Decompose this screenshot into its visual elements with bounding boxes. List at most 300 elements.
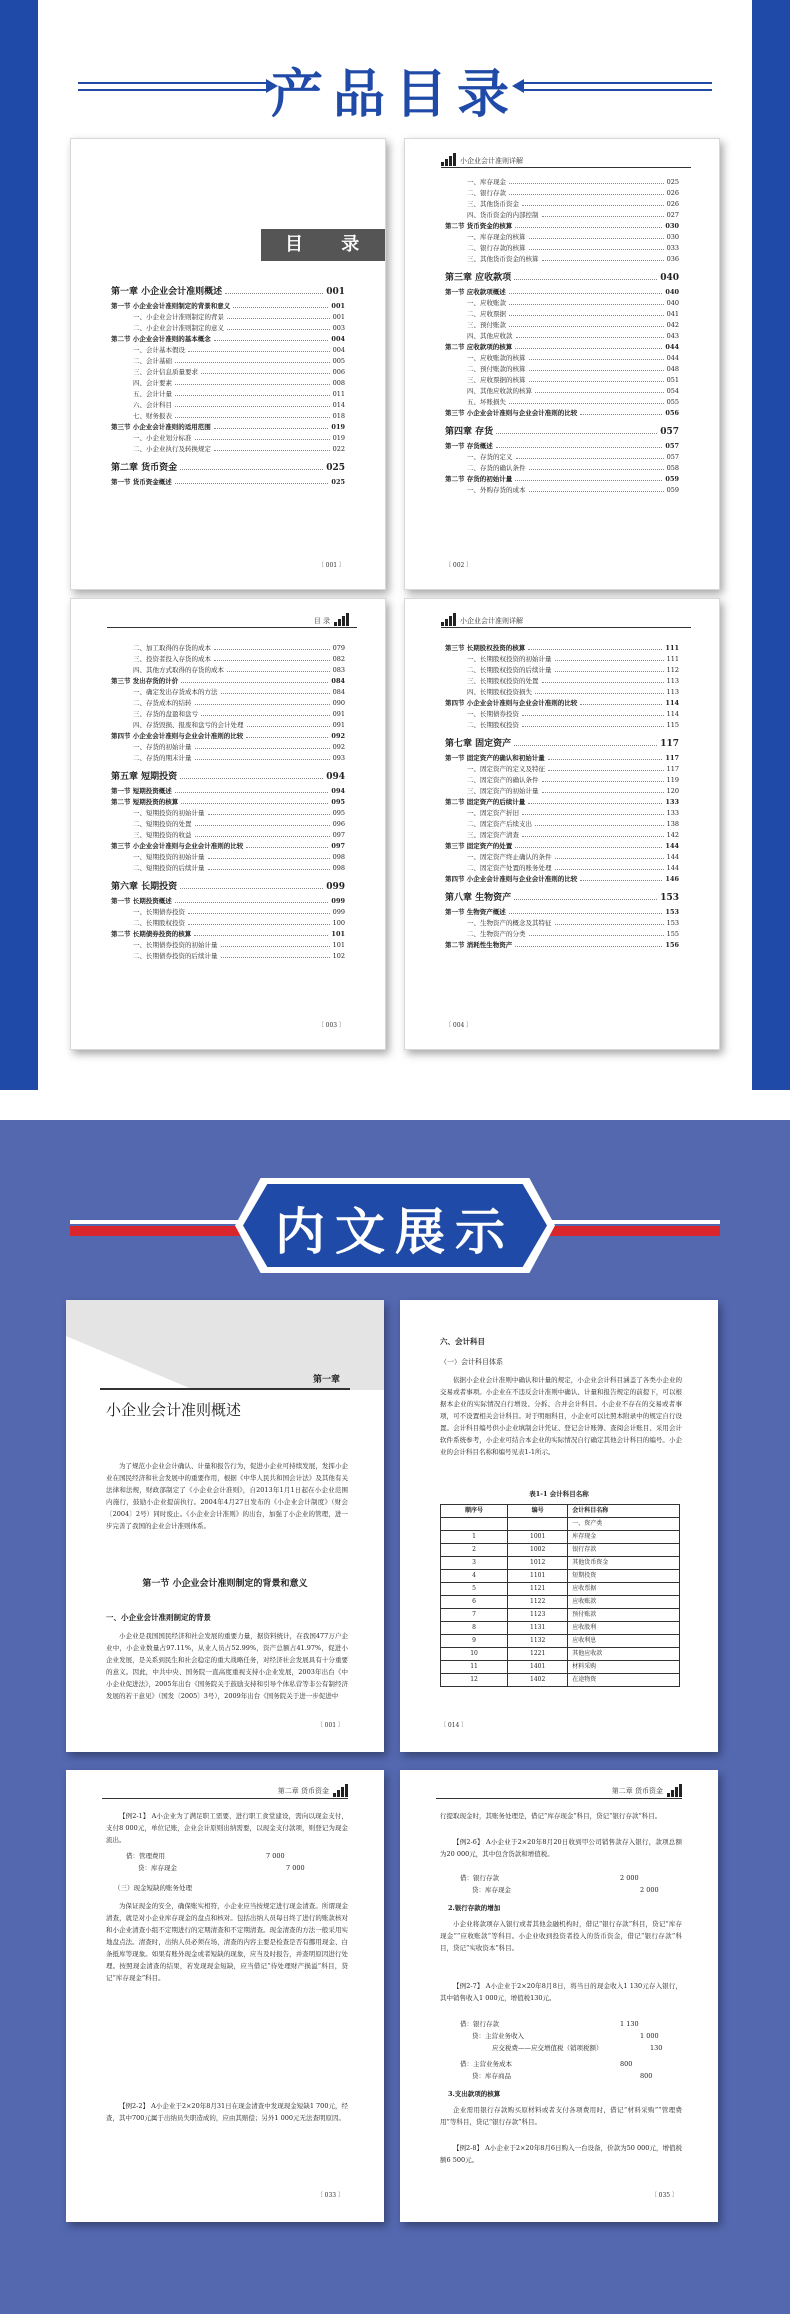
- table-cell: 1121: [508, 1583, 568, 1596]
- running-head-text: 小企业会计准则详解: [460, 157, 523, 165]
- toc-entry-label: 第四节 小企业会计准则与企业会计准则的比较: [445, 875, 578, 883]
- running-head-text: 目 录: [313, 617, 330, 625]
- toc-subsection-row: [445, 386, 679, 397]
- toc-entry-label: 第二节 短期投资的核算: [111, 798, 179, 806]
- toc-entry-label: 第三节 小企业会计准则与企业会计准则的比较: [445, 409, 578, 417]
- toc-entry-label: 四、会计要素: [133, 379, 172, 387]
- toc-subsection-row: [111, 444, 345, 455]
- toc-subsection-row: [445, 929, 679, 940]
- toc-page-number: 092: [332, 743, 345, 751]
- toc-entry-label: 第四节 小企业会计准则与企业会计准则的比较: [111, 732, 244, 740]
- toc-entry-label: 第四节 小企业会计准则与企业会计准则的比较: [445, 699, 578, 707]
- toc-page-number: 098: [332, 853, 345, 861]
- toc-page-number: 001: [326, 287, 345, 297]
- toc-subsection-row: [445, 309, 679, 320]
- toc-subsection-row: [445, 353, 679, 364]
- table-cell: 短期投资: [568, 1570, 680, 1583]
- journal-entry-credit-amount: 800: [640, 2072, 653, 2080]
- toc-entry-label: 二、小企业执行及转换规定: [133, 445, 211, 453]
- page-number: 〔 033 〕: [316, 2192, 344, 2199]
- toc-page-number: 097: [332, 831, 345, 839]
- table-header-cell: 编号: [508, 1505, 568, 1518]
- toc-page-number: 111: [665, 644, 679, 652]
- toc-dot-leader: [529, 233, 664, 239]
- toc-subsection-row: [445, 463, 679, 474]
- toc-page-number: 092: [331, 732, 345, 740]
- running-head-rule: [107, 627, 357, 628]
- toc-dot-leader: [509, 189, 664, 195]
- toc-entry-label: 三、固定资产清查: [467, 831, 519, 839]
- toc-entry-label: 一、会计基本假设: [133, 346, 185, 354]
- example-paragraph: 【例2-1】 A小企业为了满足职工需要，进行职工食堂建设，需向以现金支付，支付8 000元，单位记账，企业会计原则出纳需要，以现金支付款项，则登记为现金流出。: [106, 1812, 348, 1844]
- toc-page-number: 084: [331, 677, 345, 685]
- toc-entry-label: 第一节 小企业会计准则制定的背景和意义: [111, 302, 231, 310]
- toc-page-number: 008: [332, 379, 345, 387]
- toc-page-number: 138: [666, 820, 679, 828]
- catalog-inner: [38, 0, 752, 1090]
- toc-page-number: 117: [666, 765, 679, 773]
- table-cell: 库存现金: [568, 1531, 680, 1544]
- running-head-text: 第二章 货币资金: [277, 1787, 329, 1795]
- toc-entry-label: 第二章 货币资金: [111, 463, 178, 473]
- toc-entry-label: 第三节 小企业会计准则的适用范围: [111, 423, 211, 431]
- toc-dot-leader: [580, 699, 662, 705]
- toc-entry-label: 三、应收票据的核算: [467, 376, 526, 384]
- toc-dot-leader: [515, 842, 662, 848]
- toc-subsection-row: [111, 819, 345, 830]
- toc-entry-label: 二、长期股权投资: [133, 919, 185, 927]
- journal-entry-credit-amount: 130: [650, 2044, 663, 2052]
- toc-dot-leader: [542, 255, 664, 261]
- toc-dot-leader: [225, 288, 323, 294]
- toc-dot-leader: [529, 244, 664, 250]
- toc-dot-leader: [509, 321, 664, 327]
- toc-page-number: 043: [666, 332, 679, 340]
- toc-dot-leader: [246, 842, 328, 848]
- toc-page-number: 133: [666, 809, 679, 817]
- toc-dot-leader: [221, 941, 330, 947]
- toc-subsection-row: [445, 210, 679, 221]
- toc-chapter-row: [111, 874, 345, 896]
- toc-entry-label: 二、长期股权投资的后续计量: [467, 666, 552, 674]
- preview-page-bank: [400, 1770, 718, 2222]
- toc-subsection-row: [445, 232, 679, 243]
- toc-page-number: 144: [666, 853, 679, 861]
- toc-entry-label: 一、应收账款的核算: [467, 354, 526, 362]
- toc-dot-leader: [188, 346, 330, 352]
- journal-entry-debit: 借：银行存款: [460, 1874, 499, 1882]
- toc-dot-leader: [514, 274, 657, 280]
- running-head: [314, 613, 349, 626]
- toc-entry-label: 二、存货成本的结转: [133, 699, 192, 707]
- toc-entry-label: 二、长期股权投资: [467, 721, 519, 729]
- toc-dot-leader: [555, 864, 664, 870]
- toc-page-number: 048: [666, 365, 679, 373]
- toc-page-number: 057: [660, 427, 679, 437]
- preview-page-chapter1: [66, 1300, 384, 1752]
- toc-page-number: 095: [331, 798, 345, 806]
- toc-section-row: [445, 907, 679, 918]
- journal-entry-credit-amount: 1 000: [640, 2032, 659, 2040]
- toc-page-number: 083: [332, 666, 345, 674]
- toc-entry-label: 第二节 消耗性生物资产: [445, 941, 513, 949]
- toc-entry-label: 一、长期债券投资: [467, 710, 519, 718]
- toc-dot-leader: [528, 798, 662, 804]
- toc-subsection-row: [111, 312, 345, 323]
- toc-section-row: [111, 786, 345, 797]
- toc-subsection-row: [445, 188, 679, 199]
- toc-subsection-row: [445, 452, 679, 463]
- table-cell: 其他应收款: [568, 1648, 680, 1661]
- toc-entry-label: 二、银行存款的核算: [467, 244, 526, 252]
- toc-entry-label: 二、生物资产的分类: [467, 930, 526, 938]
- toc-entry-label: 二、存货的期末计量: [133, 754, 192, 762]
- toc-page-number: 079: [332, 644, 345, 652]
- toc-dot-leader: [195, 434, 330, 440]
- toc-subsection-row: [445, 199, 679, 210]
- toc-entry-label: 二、短期投资的后续计量: [133, 864, 205, 872]
- toc-subsection-row: [445, 720, 679, 731]
- toc-subsection-row: [445, 654, 679, 665]
- toc-subsection-row: [111, 742, 345, 753]
- toc-entry-label: 第一节 固定资产的确认和初始计量: [445, 754, 545, 762]
- toc-chapter-row: [111, 455, 345, 477]
- table-cell: 1012: [508, 1557, 568, 1570]
- toc-page-number: 027: [666, 211, 679, 219]
- toc-page-number: 022: [332, 445, 345, 453]
- toc-subsection-row: [445, 397, 679, 408]
- toc-dot-leader: [201, 710, 330, 716]
- body-paragraph: 小企业将款项存入银行或者其他金融机构时，借记“银行存款”科目，贷记“库存现金”“应收账款”等科目。小企业收到投资者投入的货币资金，借记“银行存款”科目，贷记“实收资本”科目。: [440, 1920, 682, 1952]
- catalog-title: 产品目录: [270, 65, 519, 125]
- table-header-cell: 会计科目名称: [568, 1505, 680, 1518]
- running-head: [441, 613, 523, 626]
- toc-entry-label: 三、短期投资的收益: [133, 831, 192, 839]
- bars-logo-icon: [334, 613, 349, 626]
- toc-dot-leader: [535, 820, 664, 826]
- table-cell: 应收利息: [568, 1635, 680, 1648]
- toc-dot-leader: [535, 387, 664, 393]
- toc-dot-leader: [514, 894, 657, 900]
- toc-page-number: 153: [665, 908, 679, 916]
- toc-page-number: 094: [331, 787, 345, 795]
- toc-section-row: [111, 477, 345, 488]
- toc-dot-leader: [535, 688, 664, 694]
- toc-page-number: 004: [332, 346, 345, 354]
- chapter-rule: [100, 1388, 350, 1390]
- toc-dot-leader: [555, 853, 664, 859]
- toc-dot-leader: [580, 409, 662, 415]
- toc-page-number: 111: [666, 655, 679, 663]
- toc-page-number: 097: [331, 842, 345, 850]
- toc-subsection-row: [111, 356, 345, 367]
- toc-section-row: [445, 287, 679, 298]
- toc-page-number: 019: [331, 423, 345, 431]
- toc-entry-label: 一、存货的初始计量: [133, 743, 192, 751]
- table-cell: 2: [441, 1544, 508, 1557]
- toc-page-number: 057: [665, 442, 679, 450]
- toc-dot-leader: [208, 809, 330, 815]
- table-cell: 9: [441, 1635, 508, 1648]
- toc-entry-label: 第一节 应收款项概述: [445, 288, 506, 296]
- table-cell: 其他货币资金: [568, 1557, 680, 1570]
- toc-section-row: [111, 301, 345, 312]
- toc-entry-label: 二、加工取得的存货的成本: [133, 644, 211, 652]
- toc-page-number: 011: [332, 390, 345, 398]
- toc-entry-label: 一、固定资产终止确认的条件: [467, 853, 552, 861]
- toc-entry-label: 七、财务报表: [133, 412, 172, 420]
- toc-page-number: 099: [332, 908, 345, 916]
- journal-entry-debit-amount: 1 130: [620, 2020, 639, 2028]
- toc-page-number: 030: [666, 233, 679, 241]
- content-preview-section: [0, 1120, 790, 2314]
- toc-dot-leader: [509, 908, 663, 914]
- toc-dot-leader: [509, 288, 663, 294]
- table-cell: 银行存款: [568, 1544, 680, 1557]
- toc-entry-label: 三、投资者投入存货的成本: [133, 655, 211, 663]
- running-head: [278, 1784, 348, 1797]
- table-cell: 应收票据: [568, 1583, 680, 1596]
- toc-dot-leader: [247, 721, 330, 727]
- toc-entry-label: 一、短期投资的初始计量: [133, 853, 205, 861]
- toc-page-number: 142: [666, 831, 679, 839]
- toc-dot-leader: [246, 732, 328, 738]
- table-cell: 1122: [508, 1596, 568, 1609]
- toc-section-row: [445, 841, 679, 852]
- toc-dot-leader: [188, 908, 330, 914]
- page-number: 〔 004 〕: [445, 1022, 473, 1029]
- toc-dot-leader: [214, 423, 329, 429]
- journal-entry-credit-amount: 2 000: [640, 1886, 659, 1894]
- toc-entry-label: 二、存货的确认条件: [467, 464, 526, 472]
- toc-entry-label: 第二节 存货的初始计量: [445, 475, 513, 483]
- toc-page-number: 115: [666, 721, 679, 729]
- toc-page-number: 144: [666, 864, 679, 872]
- intro-paragraph: 为了规范小企业会计确认、计量和报告行为，促进小企业可持续发展，发挥小企业在国民经济和社会发展中的重要作用，根据《中华人民共和国会计法》及其他有关法律和法规，财政部制定了《小企业会计准则》，自2013年1月1日起在小企业范围内施行，鼓励小企业提前执行。2004年4月27日发布的《小企业会计制度》（财会〔2004〕2号）同时废止。《小企业会计准则》的出台，加强了小企业的管理，进一步完善了我国的企业会计准则体系。: [106, 1462, 348, 1530]
- toc-entry-label: 一、小企业划分标准: [133, 434, 192, 442]
- toc-page-number: 102: [332, 952, 345, 960]
- toc-dot-leader: [181, 798, 328, 804]
- toc-subsection-row: [445, 764, 679, 775]
- preview-title: 内文展示: [275, 1203, 515, 1261]
- toc-page-number: 042: [666, 321, 679, 329]
- journal-entry-debit: 借：主营业务成本: [460, 2060, 512, 2068]
- toc-entry-label: 二、小企业会计准则制定的意义: [133, 324, 224, 332]
- toc-page-number: 117: [660, 739, 679, 749]
- section-heading: 第一节 小企业会计准则制定的背景和意义: [142, 1579, 308, 1589]
- toc-entry-label: 第一章 小企业会计准则概述: [111, 287, 223, 297]
- toc-dot-leader: [529, 376, 664, 382]
- toc-page-number: 112: [666, 666, 679, 674]
- table-cell: 8: [441, 1622, 508, 1635]
- toc-entry-label: 二、固定资产后续支出: [467, 820, 532, 828]
- toc-dot-leader: [515, 941, 662, 947]
- journal-entry-debit: 借：管理费用: [126, 1852, 165, 1860]
- toc-chapter-row: [111, 279, 345, 301]
- table-cell: 3: [441, 1557, 508, 1570]
- toc-entry-label: 四、其他应收款的核算: [467, 387, 532, 395]
- example-paragraph: 【例2-2】 A小企业于2×20年8月31日在现金清查中发现现金短缺1 700元，经查，其中700元属于出纳员失职造成的，应由其赔偿；另外1 000元无法查明原因。: [106, 2102, 348, 2122]
- table-cell: 5: [441, 1583, 508, 1596]
- toc-dot-leader: [221, 952, 330, 958]
- toc-dot-leader: [514, 740, 657, 746]
- toc-subsection-row: [445, 665, 679, 676]
- table-cell: 1002: [508, 1544, 568, 1557]
- toc-page-number: 054: [666, 387, 679, 395]
- toc-page-number: 026: [666, 200, 679, 208]
- example-paragraph: 【例2-7】 A小企业于2×20年8月8日，将当日的现金收入1 130元存入银行，其中销售收入1 000元，增值税130元。: [440, 1982, 682, 2002]
- toc-entry-label: 第三节 发出存货的计价: [111, 677, 179, 685]
- toc-dot-leader: [188, 919, 330, 925]
- toc-subsection-row: [111, 951, 345, 962]
- toc-dot-leader: [195, 820, 330, 826]
- toc-page-number: 144: [665, 842, 679, 850]
- journal-entry-debit: 借：银行存款: [460, 2020, 499, 2028]
- table-cell: 7: [441, 1609, 508, 1622]
- catalog-section: [0, 0, 790, 1090]
- toc-entry-label: 一、长期债券投资的初始计量: [133, 941, 218, 949]
- toc-page-number: 018: [332, 412, 345, 420]
- toc-subsection-row: [445, 775, 679, 786]
- toc-page-number: 055: [666, 398, 679, 406]
- toc-dot-leader: [175, 357, 330, 363]
- sub-heading: （一）会计科目体系: [440, 1358, 503, 1366]
- toc-entry-label: 二、预付账款的核算: [467, 365, 526, 373]
- toc-subsection-row: [111, 665, 345, 676]
- toc-dot-leader: [227, 313, 330, 319]
- toc-entry-label: 第二节 应收款项的核算: [445, 343, 513, 351]
- toc-page-number: 093: [332, 754, 345, 762]
- toc-subsection-row: [445, 819, 679, 830]
- toc-subsection-row: [111, 323, 345, 334]
- toc-entry-label: 第七章 固定资产: [445, 739, 512, 749]
- table-cell: 10: [441, 1648, 508, 1661]
- toc-dot-leader: [175, 390, 330, 396]
- toc-page-number: 058: [666, 464, 679, 472]
- table-cell: 1131: [508, 1622, 568, 1635]
- running-head-rule: [441, 627, 691, 628]
- toc-entry-label: 第二节 长期债券投资的核算: [111, 930, 192, 938]
- toc-subsection-row: [111, 367, 345, 378]
- toc-page-number: 153: [666, 919, 679, 927]
- toc-subsection-row: [111, 720, 345, 731]
- table-cell: 1132: [508, 1635, 568, 1648]
- toc-dot-leader: [175, 401, 330, 407]
- toc-dot-leader: [195, 699, 330, 705]
- toc-subsection-row: [445, 687, 679, 698]
- table-cell: [508, 1518, 568, 1531]
- toc-dot-leader: [175, 412, 330, 418]
- toc-dot-leader: [208, 864, 330, 870]
- toc-subsection-row: [111, 411, 345, 422]
- toc-subsection-row: [111, 940, 345, 951]
- body-paragraph: 依据小企业会计准则中确认和计量的规定，小企业会计科目涵盖了各类小企业的交易或者事项。小企业在不违反会计准则中确认、计量和报告规定的前提下，可以根据本企业的实际情况自行增设、分拆、合并会计科目。小企业不存在的交易或者事项，可不设置相关会计科目。对于明细科目，小企业可以比照本附录中的规定自行设置。会计科目编号供小企业填制会计凭证、登记会计账簿、查阅会计账目、采用会计软件系统参考，小企业可结合本企业的实际情况自行确定其他会计科目的编号。小企业的会计科目名称和编号见表1-1所示。: [440, 1376, 682, 1456]
- left-blue-border: [0, 0, 38, 1090]
- toc-dot-leader: [522, 809, 664, 815]
- toc-entry-label: 第三节 小企业会计准则与企业会计准则的比较: [111, 842, 244, 850]
- toc-dot-leader: [496, 428, 657, 434]
- toc-dot-leader: [555, 919, 664, 925]
- toc-dot-leader: [227, 324, 330, 330]
- toc-entry-label: 三、预付账款: [467, 321, 506, 329]
- table-cell: 应收账款: [568, 1596, 680, 1609]
- toc-subsection-row: [445, 485, 679, 496]
- toc-section-row: [111, 676, 345, 687]
- table-cell: 应收股利: [568, 1622, 680, 1635]
- toc-section-row: [111, 334, 345, 345]
- toc-page-number: 113: [666, 677, 679, 685]
- toc-entry-label: 第二节 货币资金的核算: [445, 222, 513, 230]
- table-cell: 材料采购: [568, 1661, 680, 1674]
- toc-header: 目 录: [261, 229, 386, 261]
- toc-page-number: 090: [332, 699, 345, 707]
- toc-entry-label: 第四章 存货: [445, 427, 494, 437]
- table-row: [441, 1570, 680, 1583]
- toc-page-number: 006: [332, 368, 345, 376]
- toc-dot-leader: [195, 754, 330, 760]
- accounts-table: [440, 1504, 680, 1687]
- toc-section-row: [445, 753, 679, 764]
- toc-subsection-row: [111, 654, 345, 665]
- toc-page-number: 025: [331, 478, 345, 486]
- toc-dot-leader: [201, 368, 330, 374]
- sub-heading: 2.银行存款的增加: [448, 1904, 501, 1912]
- toc-section-row: [111, 422, 345, 433]
- toc-section-row: [445, 874, 679, 885]
- toc-page-number: 004: [331, 335, 345, 343]
- table-row: [441, 1583, 680, 1596]
- toc-subsection-row: [445, 254, 679, 265]
- toc-dot-leader: [548, 765, 664, 771]
- toc-page-number: 095: [332, 809, 345, 817]
- toc-dot-leader: [195, 831, 330, 837]
- table-group-row: [441, 1518, 680, 1531]
- table-row: [441, 1648, 680, 1661]
- toc-entry-label: 一、小企业会计准则制定的背景: [133, 313, 224, 321]
- toc-entry-label: 一、存货的定义: [467, 453, 513, 461]
- toc-entry-label: 四、其他应收款: [467, 332, 513, 340]
- toc-section-row: [445, 441, 679, 452]
- toc-section-row: [445, 698, 679, 709]
- toc-entry-label: 一、短期投资的初始计量: [133, 809, 205, 817]
- table-group-label: 一、资产类: [568, 1518, 680, 1531]
- toc-page-number: 117: [665, 754, 679, 762]
- toc-section-row: [445, 797, 679, 808]
- toc-subsection-row: [111, 687, 345, 698]
- toc-dot-leader: [195, 743, 330, 749]
- toc-page-number: 114: [666, 710, 679, 718]
- toc-entry-label: 第三章 应收款项: [445, 273, 512, 283]
- toc-page-number: 014: [332, 401, 345, 409]
- page-number: 〔 001 〕: [316, 1722, 344, 1729]
- toc-subsection-row: [111, 830, 345, 841]
- bars-logo-icon: [333, 1784, 348, 1797]
- sub-heading: （三）现金短缺的账务处理: [114, 1884, 192, 1892]
- example-paragraph: 【例2-6】 A小企业于2×20年8月20日收到甲公司销售款存入银行，款项总额为20 000元，其中包含货款和增值税。: [440, 1838, 682, 1858]
- running-head: [441, 153, 523, 166]
- toc-entry-label: 四、其他方式取得的存货的成本: [133, 666, 224, 674]
- toc-subsection-row: [445, 298, 679, 309]
- toc-entry-label: 二、会计基础: [133, 357, 172, 365]
- toc-subsection-row: [111, 433, 345, 444]
- toc-page-number: 040: [666, 299, 679, 307]
- toc-subsection-row: [445, 918, 679, 929]
- page-number: 〔 035 〕: [650, 2192, 678, 2199]
- toc-section-row: [111, 929, 345, 940]
- toc-dot-leader: [529, 930, 664, 936]
- toc-dot-leader: [180, 464, 323, 470]
- toc-entry-label: 一、长期股权投资的初始计量: [467, 655, 552, 663]
